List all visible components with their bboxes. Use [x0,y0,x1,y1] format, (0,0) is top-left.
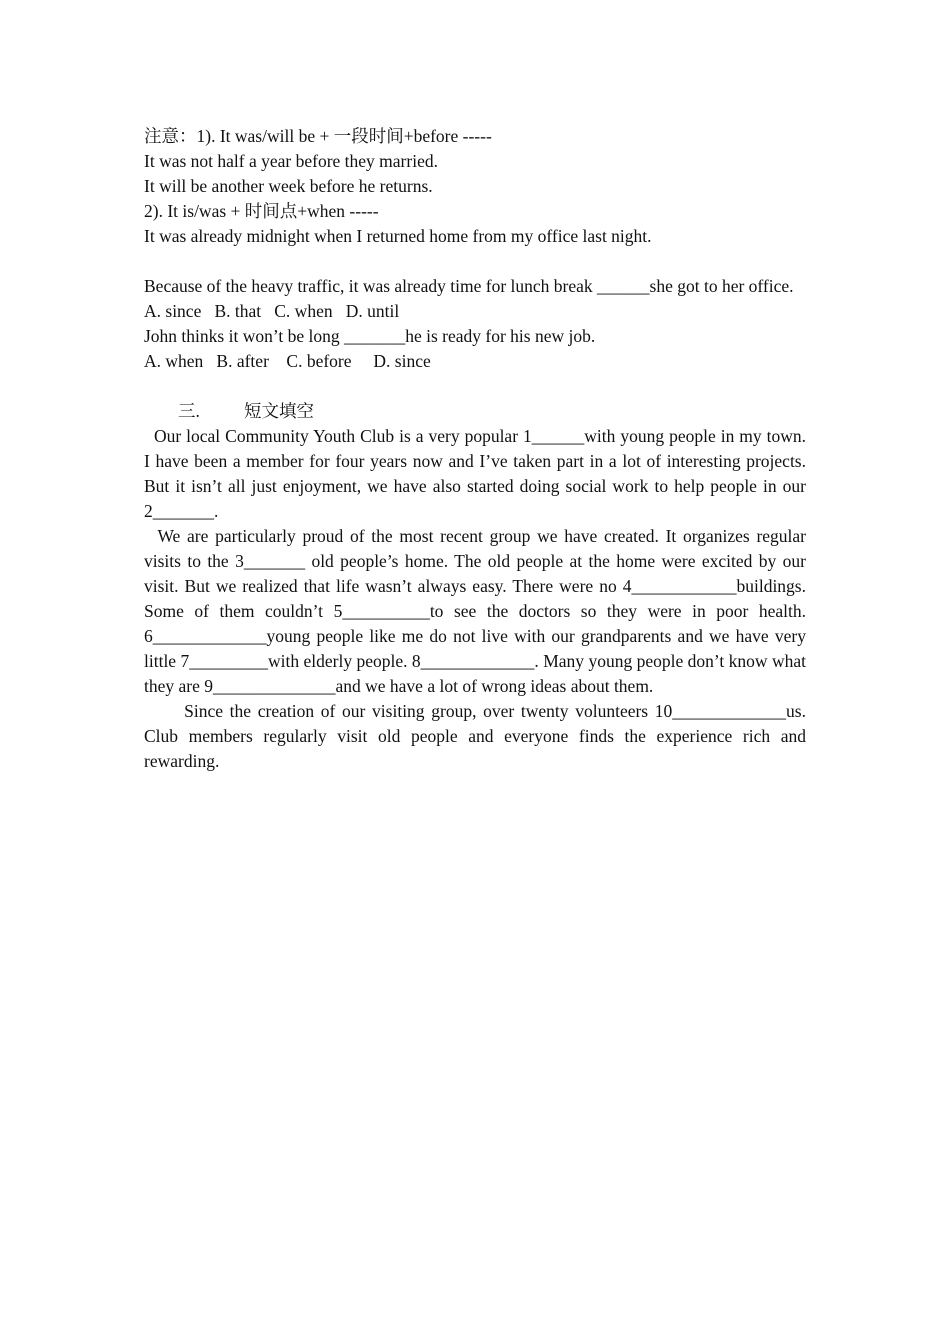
example-sentence-2: It will be another week before he returns. [144,176,433,196]
spacer [144,249,806,274]
section-number: 三. [178,401,200,421]
question-1-options: A. since B. that C. when D. until [144,301,400,321]
section-heading [144,399,806,424]
grammar-note-1: 注意：1). It was/will be + 一段时间+before ----- [144,126,492,146]
passage-paragraph-2: We are particularly proud of the most recent group we have created. It organizes regular visits to the 3_______ old people’s home. The old people at the home were excited by our visit. But we realized that life wasn’t always easy. There were no 4____________buildings. Some of them couldn’t 5__________to see the doctors so they were in poor health. 6_____________young people like me do not live with our grandparents and we have very little 7_________with elderly people. 8_____________. Many young people don’t know what they are 9______________and we have a lot of wrong ideas about them. [144,526,811,696]
example-sentence-3: It was already midnight when I returned home from my office last night. [144,226,652,246]
passage-paragraph-3: Since the creation of our visiting group, over twenty volunteers 10_____________us. Club members regularly visit old people and everyone finds the experience rich and rewarding. [144,701,811,771]
example-sentence-1: It was not half a year before they married. [144,151,438,171]
grammar-note-2: 2). It is/was + 时间点+when ----- [144,201,379,221]
question-1-stem: Because of the heavy traffic, it was already time for lunch break ______she got to her office. [144,276,794,296]
question-2-options: A. when B. after C. before D. since [144,351,431,371]
document-page [144,124,811,774]
passage-paragraph-1: Our local Community Youth Club is a very popular 1______with young people in my town. I have been a member for four years now and I’ve taken part in a lot of interesting projects. But it isn’t all just enjoyment, we have also started doing social work to help people in our 2_______. [144,426,811,521]
section-title: 短文填空 [244,401,314,421]
spacer [144,374,806,399]
question-2-stem: John thinks it won’t be long _______he is ready for his new job. [144,326,596,346]
